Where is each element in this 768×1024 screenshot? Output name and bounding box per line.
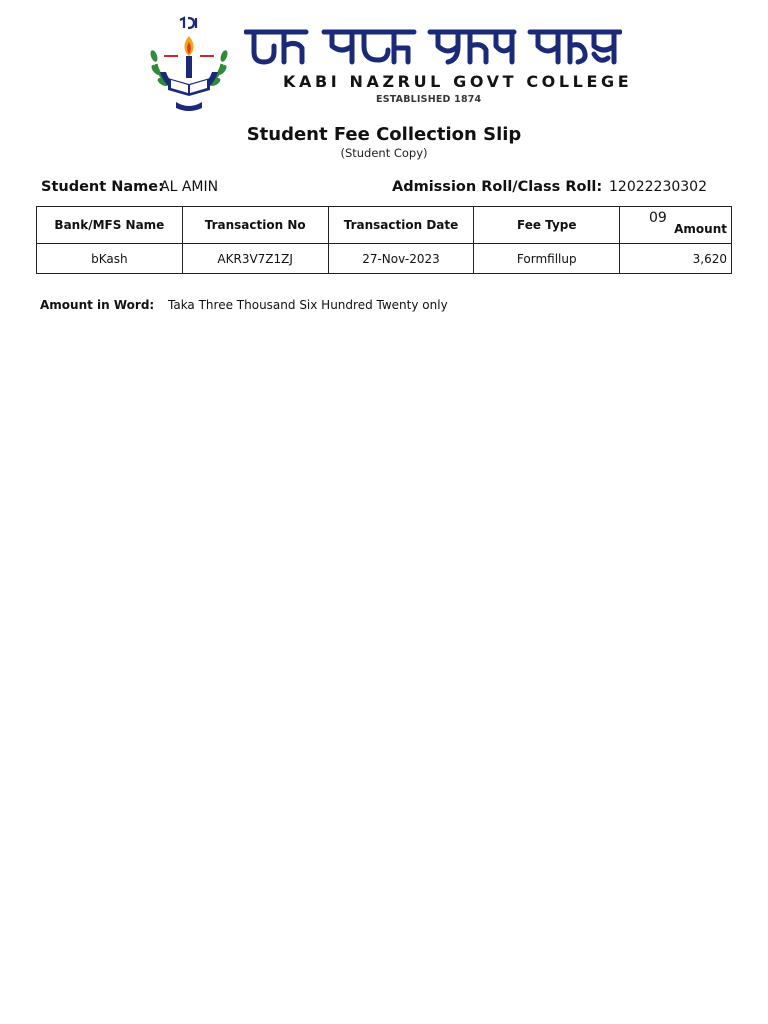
slip-title: Student Fee Collection Slip <box>246 124 522 145</box>
cell-fee-type: Formfillup <box>474 244 620 274</box>
column-header-transaction-no: Transaction No <box>182 207 328 244</box>
college-name-english: KABI NAZRUL GOVT COLLEGE <box>283 72 633 91</box>
roll-value-continued: 09 <box>649 210 667 226</box>
table-header-row <box>37 207 732 244</box>
cell-transaction-no: AKR3V7Z1ZJ <box>182 244 328 274</box>
roll-value: 12022230302 <box>609 179 707 195</box>
established-year: ESTABLISHED 1874 <box>376 94 482 105</box>
copy-label: (Student Copy) <box>340 146 428 160</box>
column-header-amount: Amount <box>620 207 732 244</box>
amount-in-word-label: Amount in Word: <box>40 298 155 312</box>
cell-transaction-date: 27-Nov-2023 <box>328 244 474 274</box>
student-name-value: AL AMIN <box>160 179 219 195</box>
college-crest-logo <box>146 14 232 114</box>
cell-amount: 3,620 <box>620 244 732 274</box>
fee-table <box>36 206 732 274</box>
amount-in-word-value: Taka Three Thousand Six Hundred Twenty only <box>168 298 448 312</box>
cell-bank: bKash <box>37 244 183 274</box>
student-name-label: Student Name: <box>41 179 164 195</box>
column-header-fee-type: Fee Type <box>474 207 620 244</box>
table-row <box>37 244 732 274</box>
roll-label: Admission Roll/Class Roll: <box>392 179 603 195</box>
college-name-bangla <box>244 24 622 70</box>
column-header-transaction-date: Transaction Date <box>328 207 474 244</box>
column-header-bank: Bank/MFS Name <box>37 207 183 244</box>
